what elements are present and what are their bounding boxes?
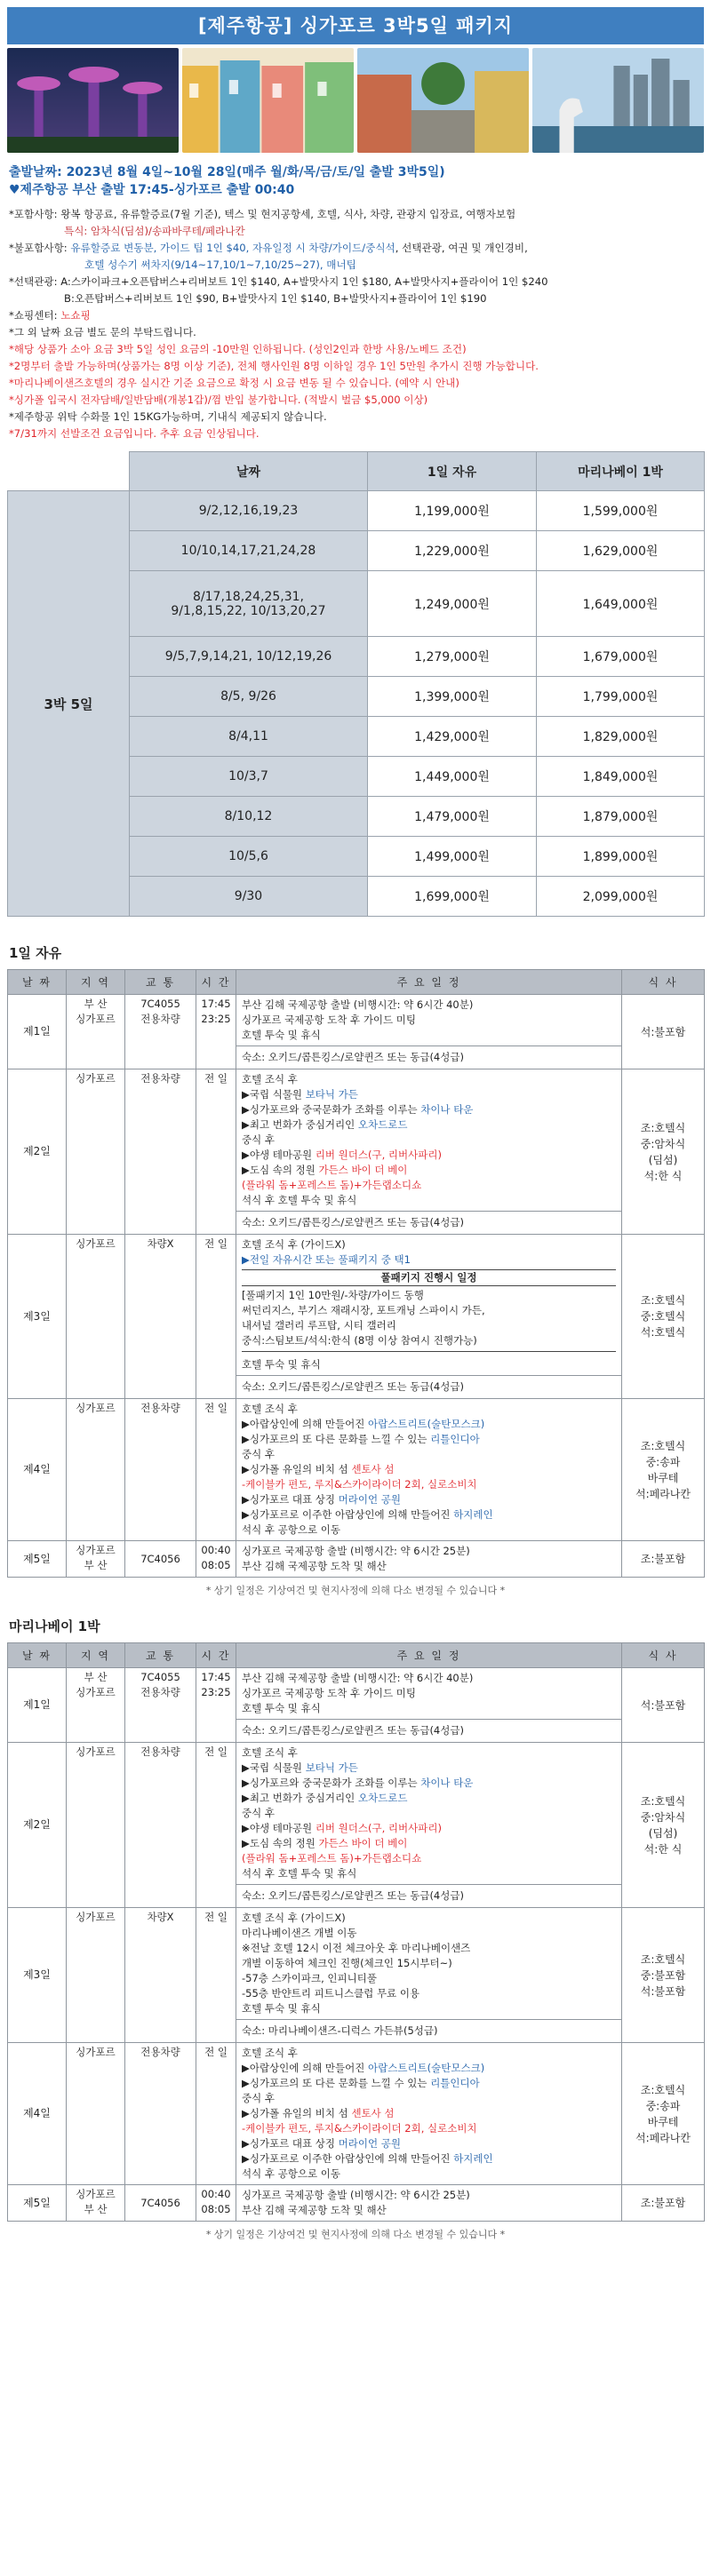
day-5-row: 제5일 싱가포르 부 산 7C4056 00:40 08:05 싱가포르 국제공항 출발 (비행시간: 약 6시간 25분) 부산 김해 국제공항 도착 및 해산 조:불포함 [8, 1541, 705, 1578]
price-header-date: 날짜 [130, 452, 368, 491]
itinerary-1-title: 1일 자유 [9, 945, 62, 961]
day-5-row: 제5일 싱가포르 부 산 7C4056 00:40 08:05 싱가포르 국제공항 출발 (비행시간: 약 6시간 25분) 부산 김해 국제공항 도착 및 해산 조:불포함 [8, 2185, 705, 2222]
child-price-note: *해당 상품가 소아 요금 3박 5일 성인 요금의 -10만원 인하됩니다. (성인2인과 한방 사용/노베드 조건) [9, 343, 467, 355]
option-line-2: B:오픈탑버스+리버보트 1인 $90, B+발맛사지 1인 $140, B+발맛사지+플라이어 1인 $190 [64, 292, 487, 305]
itinerary-1-note: * 상기 일정은 기상여건 및 현지사정에 의해 다소 변경될 수 있습니다 * [205, 1585, 506, 1596]
tobacco-note: *싱가폴 입국시 전자담배/일반담배(개봉1갑)/껌 반입 불가합니다. (적발시 벌금 $5,000 이상) [9, 394, 428, 406]
price-table [7, 451, 705, 917]
price-category: 3박 5일 [8, 491, 130, 917]
flight-info: ♥제주항공 부산 출발 17:45-싱가포르 출발 00:40 [9, 183, 295, 197]
day-1-row: 제1일 부 산 싱가포르 7C4055 전용차량 17:45 23:25 부산 김해 국제공항 출발 (비행시간: 약 6시간 40분) 싱가포르 국제공항 도착 후 가이드 미팅 호텔 투숙 및 휴식 석:불포함 [8, 1668, 705, 1720]
price-header-free: 1일 자유 [368, 452, 537, 491]
early-bird-note: *7/31까지 선발조건 요금입니다. 추후 요금 인상됩니다. [9, 427, 260, 440]
day-2-row: 제2일 싱가포르 전용차량 전 일 호텔 조식 후 ▶국립 식물원 보타닉 가든 ▶싱가포르와 중국문화가 조화를 이루는 차이나 타운 ▶최고 번화가 중심거리인 오차드로드 중식 후 ▶야생 테마공원 리버 원더스(구, 리버사파리) ▶도심 속의 정원 가든스 바이 더 베이 (플라워 돔+포레스트 돔)+가든랩소디쇼 석식 후 호텔 투숙 및 휴식 조:호텔식 중:암차식 (딤섬) 석:한 식 [8, 1743, 705, 1885]
price-header-marina: 마리나베이 1박 [537, 452, 705, 491]
day-3-row: 제3일 싱가포르 차량X 전 일 호텔 조식 후 (가이드X) 마리나베이샌즈 개별 이동 ※전날 호텔 12시 이전 체크아웃 후 마리나베이샌즈 개별 이동하여 체크인 진행(체크인 15시부터~) -57층 스카이파크, 인피니티풀 -55층 반얀트리 피트니스클럽 무료 이용 호텔 투숙 및 휴식 조:호텔식 중:불포함 석:불포함 [8, 1908, 705, 2020]
price-row: 8/10,12 1,479,000원 1,879,000원 [8, 797, 705, 837]
photo-colorful-shophouses [182, 48, 354, 153]
include-special: 특식: 암차식(딤섬)/송파바쿠테/페라나칸 [64, 225, 245, 237]
price-row: 10/10,14,17,21,24,28 1,229,000원 1,629,000원 [8, 531, 705, 571]
day-4-row: 제4일 싱가포르 전용차량 전 일 호텔 조식 후 ▶아랍상인에 의해 만들어진 아랍스트리트(술탄모스크) ▶싱가포르의 또 다른 문화를 느낄 수 있는 리틀인디아 중식 후 ▶싱가폴 유일의 비치 섬 센토사 섬 -케이블카 편도, 루지&스카이라이더 2회, 실로소비치 ▶싱가포르 대표 상징 머라이언 공원 ▶싱가포르로 이주한 아랍상인에 의해 만들어진 하지레인 석식 후 공항으로 이동 조:호텔식 중:송파 바쿠테 석:페라나칸 [8, 2043, 705, 2185]
itinerary-2-table: 날 짜 지 역 교 통 시 간 주 요 일 정 식 사 제1일 부 산 싱가포르 7C4055 전용차량 17:45 23:25 부산 김해 국제공항 출발 (비행시간: 약 6시간 40분) 싱가포르 국제공항 도착 후 가이드 미팅 호텔 투숙 및 휴식 석:불포함 숙소: 오키드/콥튼킹스/로얄퀸즈 또는 동급(4성급) 제2일 싱가포르 전용차량 전 일 호텔 조식 후 ▶국립 식물원 보타닉 가든 ▶싱가포르와 중국문화가 조화를 이루는 차이나 타운 ▶최고 번화가 중심거리인 오차드로드 중식 후 ▶야생 테마공원 리버 원더스(구, 리버사파리) ▶도심 속의 정원 가든스 바이 더 베이 (플라워 돔+포레스트 돔)+가든랩소디쇼 석식 후 호텔 투숙 및 휴식 조:호텔식 중:암차식 (딤섬) 석:한 식 숙소: 오키드/콥튼킹스/로얄퀸즈 또는 동급(4성급) 제3일 싱가포르 차량X 전 일 호텔 조식 후 (가이드X) 마리나베이샌즈 개별 이동 ※전날 호텔 12시 이전 체크아웃 후 마리나베이샌즈 개별 이동하여 체크인 진행(체크인 15시부터~) -57층 스카이파크, 인피니티풀 -55층 반얀트리 피트니스클럽 무료 이용 호텔 투숙 및 휴식 조:호텔식 중:불포함 석:불포함 숙소: 마리나베이샌즈-디럭스 가든뷰(5성급) 제4일 싱가포르 전용차량 전 일 호텔 조식 후 ▶아랍상인에 의해 만들어진 아랍스트리트(술탄모스크) ▶싱가포르의 또 다른 문화를 느낄 수 있는 리틀인디아 중식 후 ▶싱가폴 유일의 비치 섬 센토사 섬 -케이블카 편도, 루지&스카이라이더 2회, 실로소비치 ▶싱가포르 대표 상징 머라이언 공원 ▶싱가포르로 이주한 아랍상인에 의해 만들어진 하지레인 석식 후 공항으로 이동 조:호텔식 중:송파 바쿠테 석:페라나칸 제5일 싱가포르 부 산 7C4056 00:40 08:05 싱가포르 국제공항 출발 (비행시간: 약 6시간 25분) 부산 김해 국제공항 도착 및 해산 조:불포함 [7, 1642, 705, 2222]
photo-gardens-by-the-bay [7, 48, 179, 153]
price-row: 10/3,7 1,449,000원 1,849,000원 [8, 757, 705, 797]
price-row: 8/17,18,24,25,31, 9/1,8,15,22, 10/13,20,27 1,249,000원 1,649,000원 [8, 571, 705, 637]
other-dates-note: *그 외 날짜 요금 별도 문의 부탁드립니다. [9, 326, 196, 338]
day-2-row: 제2일 싱가포르 전용차량 전 일 호텔 조식 후 ▶국립 식물원 보타닉 가든 ▶싱가포르와 중국문화가 조화를 이루는 차이나 타운 ▶최고 번화가 중심거리인 오차드로드 중식 후 ▶야생 테마공원 리버 원더스(구, 리버사파리) ▶도심 속의 정원 가든스 바이 더 베이 (플라워 돔+포레스트 돔)+가든랩소디쇼 석식 후 호텔 투숙 및 휴식 조:호텔식 중:암차식 (딤섬) 석:한 식 [8, 1069, 705, 1212]
exclude-line-2: 호텔 성수기 써차지(9/14~17,10/1~7,10/25~27), 매너팁 [84, 258, 356, 271]
price-row: 8/4,11 1,429,000원 1,829,000원 [8, 717, 705, 757]
day-4-row: 제4일 싱가포르 전용차량 전 일 호텔 조식 후 ▶아랍상인에 의해 만들어진 아랍스트리트(술탄모스크) ▶싱가포르의 또 다른 문화를 느낄 수 있는 리틀인디아 중식 후 ▶싱가폴 유일의 비치 섬 센토사 섬 -케이블카 편도, 루지&스카이라이더 2회, 실로소비치 ▶싱가포르 대표 상징 머라이언 공원 ▶싱가포르로 이주한 아랍상인에 의해 만들어진 하지레인 석식 후 공항으로 이동 조:호텔식 중:송파 바쿠테 석:페라나칸 [8, 1399, 705, 1541]
day-3-row: 제3일 싱가포르 차량X 전 일 호텔 조식 후 (가이드X) ▶전일 자유시간 또는 풀패키지 중 택1 풀패키지 진행시 일정 [풀패키지 1인 10만원/-차량/가이드 동행 써던리지스, 부기스 재래시장, 포트캐닝 스파이시 가든, 내셔널 갤러리 루프탑, 시티 갤러리 중식:스팀보트/석식:한식 (8명 이상 참여시 진행가능) 호텔 투숙 및 휴식 조:호텔식 중:호텔식 석:호텔식 [8, 1235, 705, 1376]
min-people-note: *2명부터 출발 가능하며(상품가는 8명 이상 기준), 전체 행사인원 8명 이하일 경우 1인 5만원 추가시 진행 가능합니다. [9, 360, 539, 372]
include-line: *포함사항: 왕복 항공료, 유류할증료(7월 기준), 텍스 및 현지공항세, 호텔, 식사, 차량, 관광지 입장료, 여행자보험 [9, 208, 516, 220]
baggage-note: *제주항공 위탁 수화물 1인 15KG가능하며, 기내식 제공되지 않습니다. [9, 410, 327, 423]
marina-price-note: *마리나베이샌즈호텔의 경우 실시간 기준 요금으로 확정 시 요금 변동 될 수 있습니다. (예약 시 안내) [9, 377, 459, 389]
page [0, 7, 711, 2241]
price-row: 9/30 1,699,000원 2,099,000원 [8, 877, 705, 917]
price-row: 10/5,6 1,499,000원 1,899,000원 [8, 837, 705, 877]
price-row: 3박 5일 9/2,12,16,19,23 1,199,000원 1,599,000원 [8, 491, 705, 531]
page-title: [제주항공] 싱가포르 3박5일 패키지 [7, 7, 704, 44]
departure-period: 출발날짜: 2023년 8월 4일~10월 28일(매주 월/화/목/금/토/일 출발 3박5일) [9, 165, 445, 179]
price-row: 9/5,7,9,14,21, 10/12,19,26 1,279,000원 1,679,000원 [8, 637, 705, 677]
photo-strip [7, 48, 704, 153]
shopping-line: *쇼핑센터: 노쇼핑 [9, 309, 91, 322]
option-line: *선택관광: A:스카이파크+오픈탑버스+리버보트 1인 $140, A+발맛사지 1인 $180, A+발맛사지+플라이어 1인 $240 [9, 275, 548, 288]
exclude-line: *불포함사항: 유류할증료 변동분, 가이드 팁 1인 $40, 자유일정 시 차량/가이드/중식석, 선택관광, 여권 및 개인경비, [9, 242, 528, 254]
photo-shophouse-street [357, 48, 529, 153]
photo-merlion-marina-bay [532, 48, 704, 153]
trip-info [7, 163, 704, 442]
itinerary-2-title: 마리나베이 1박 [9, 1618, 100, 1634]
day-1-row: 제1일 부 산 싱가포르 7C4055 전용차량 17:45 23:25 부산 김해 국제공항 출발 (비행시간: 약 6시간 40분) 싱가포르 국제공항 도착 후 가이드 미팅 호텔 투숙 및 휴식 석:불포함 [8, 995, 705, 1046]
itinerary-1-table: 날 짜 지 역 교 통 시 간 주 요 일 정 식 사 제1일 부 산 싱가포르 7C4055 전용차량 17:45 23:25 부산 김해 국제공항 출발 (비행시간: 약 6시간 40분) 싱가포르 국제공항 도착 후 가이드 미팅 호텔 투숙 및 휴식 석:불포함 숙소: 오키드/콥튼킹스/로얄퀸즈 또는 동급(4성급) 제2일 싱가포르 전용차량 전 일 호텔 조식 후 ▶국립 식물원 보타닉 가든 ▶싱가포르와 중국문화가 조화를 이루는 차이나 타운 ▶최고 번화가 중심거리인 오차드로드 중식 후 ▶야생 테마공원 리버 원더스(구, 리버사파리) ▶도심 속의 정원 가든스 바이 더 베이 (플라워 돔+포레스트 돔)+가든랩소디쇼 석식 후 호텔 투숙 및 휴식 조:호텔식 중:암차식 (딤섬) 석:한 식 숙소: 오키드/콥튼킹스/로얄퀸즈 또는 동급(4성급) 제3일 싱가포르 차량X 전 일 호텔 조식 후 (가이드X) ▶전일 자유시간 또는 풀패키지 중 택1 풀패키지 진행시 일정 [풀패키지 1인 10만원/-차량/가이드 동행 써던리지스, 부기스 재래시장, 포트캐닝 스파이시 가든, 내셔널 갤러리 루프탑, 시티 갤러리 중식:스팀보트/석식:한식 (8명 이상 참여시 진행가능) 호텔 투숙 및 휴식 조:호텔식 중:호텔식 석:호텔식 숙소: 오키드/콥튼킹스/로얄퀸즈 또는 동급(4성급) 제4일 싱가포르 전용차량 전 일 호텔 조식 후 ▶아랍상인에 의해 만들어진 아랍스트리트(술탄모스크) ▶싱가포르의 또 다른 문화를 느낄 수 있는 리틀인디아 중식 후 ▶싱가폴 유일의 비치 섬 센토사 섬 -케이블카 편도, 루지&스카이라이더 2회, 실로소비치 ▶싱가포르 대표 상징 머라이언 공원 ▶싱가포르로 이주한 아랍상인에 의해 만들어진 하지레인 석식 후 공항으로 이동 조:호텔식 중:송파 바쿠테 석:페라나칸 제5일 싱가포르 부 산 7C4056 00:40 08:05 싱가포르 국제공항 출발 (비행시간: 약 6시간 25분) 부산 김해 국제공항 도착 및 해산 조:불포함 [7, 969, 705, 1578]
itinerary-2-note: * 상기 일정은 기상여건 및 현지사정에 의해 다소 변경될 수 있습니다 * [205, 2229, 506, 2240]
price-row: 8/5, 9/26 1,399,000원 1,799,000원 [8, 677, 705, 717]
